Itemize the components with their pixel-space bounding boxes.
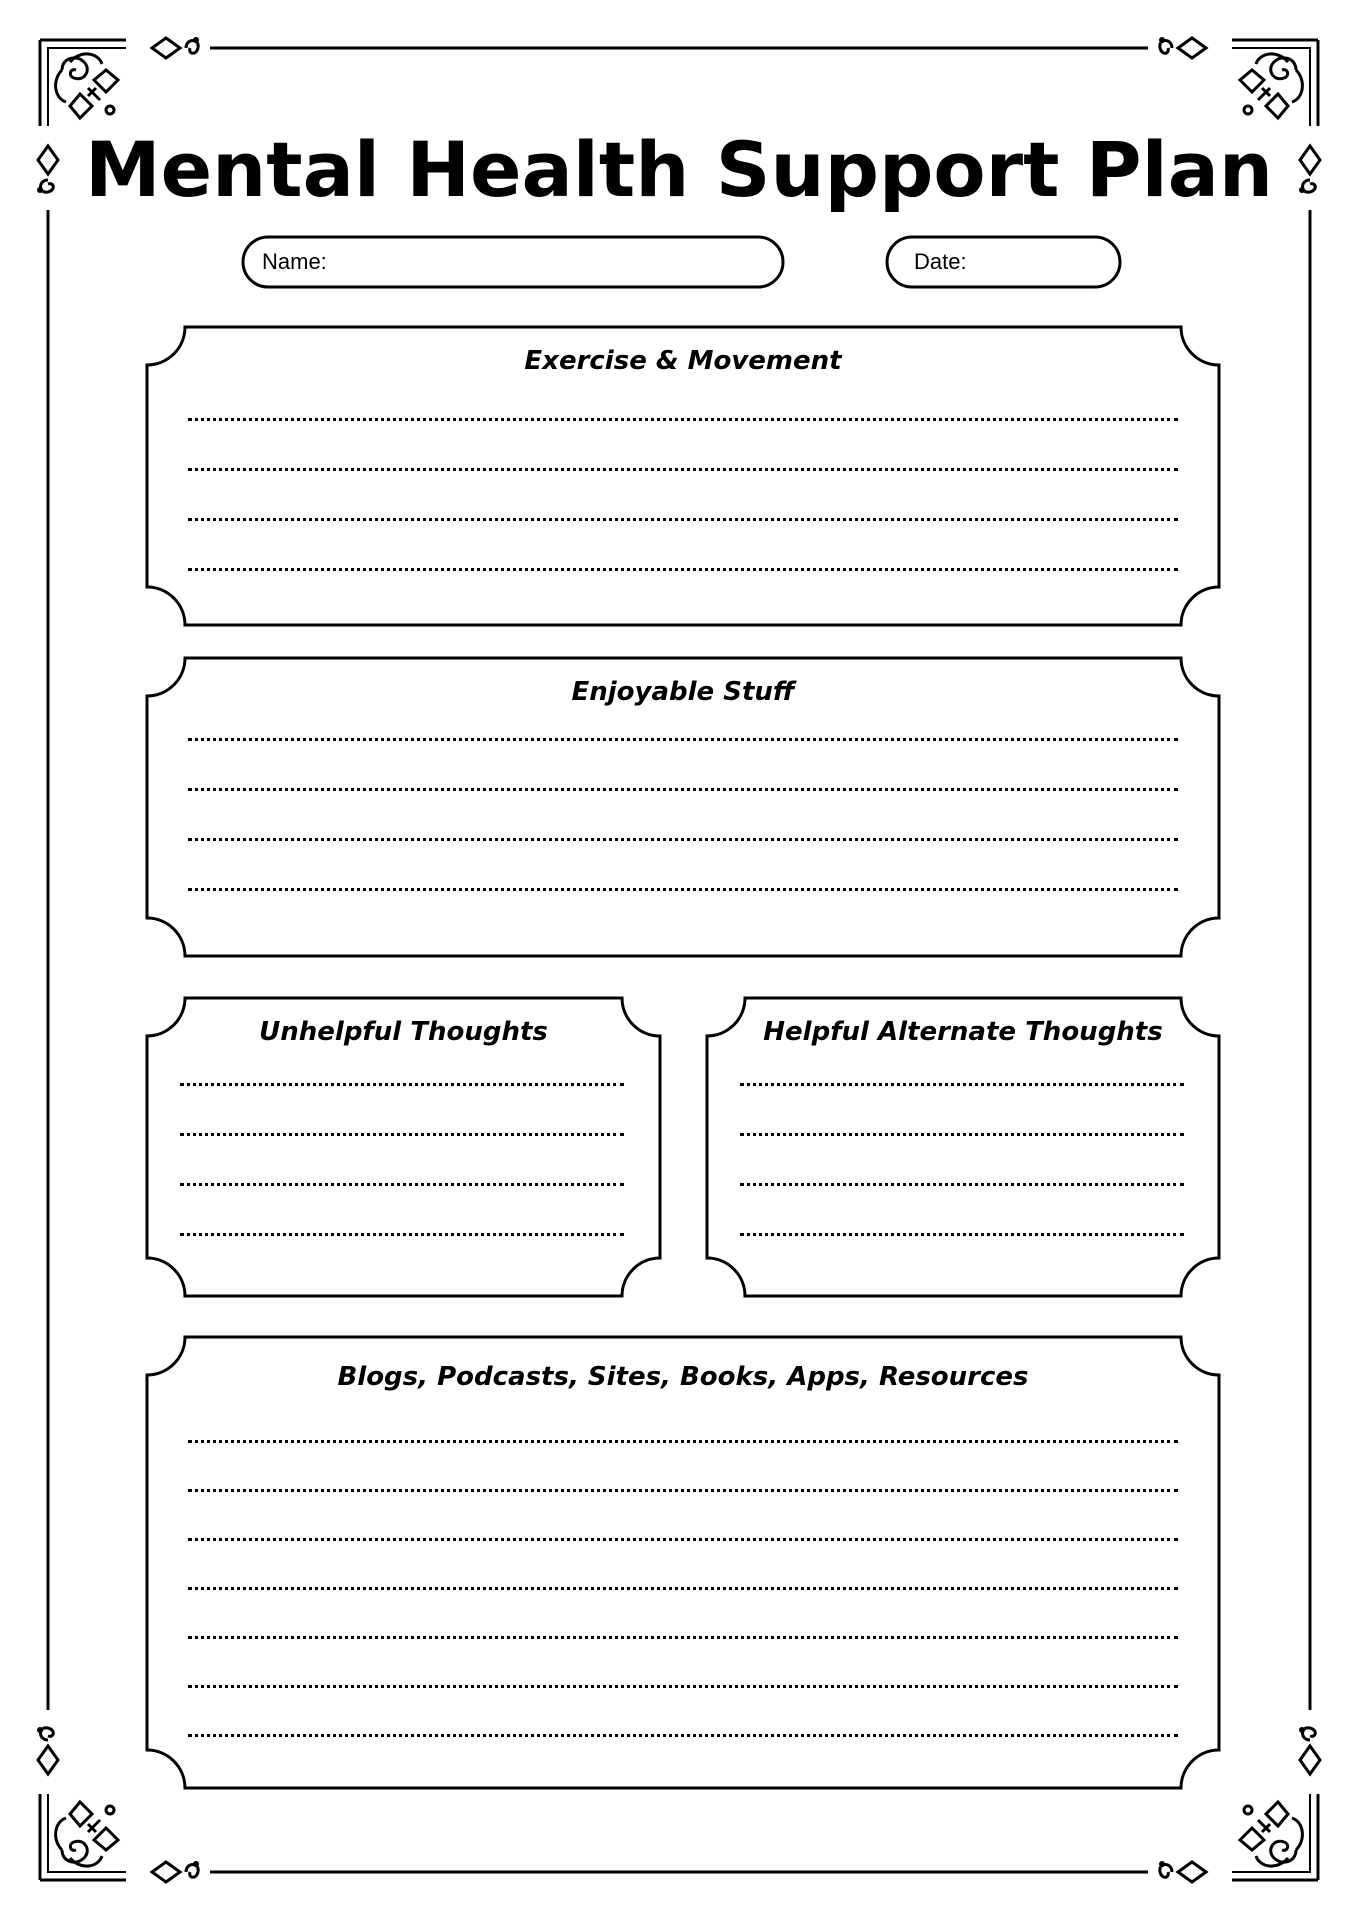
writing-line[interactable] — [180, 1233, 624, 1236]
writing-line[interactable] — [188, 1440, 1178, 1443]
writing-line[interactable] — [188, 1587, 1178, 1590]
exercise-title: Exercise & Movement — [524, 346, 842, 376]
writing-line[interactable] — [188, 788, 1178, 791]
flourish-bottom-left — [152, 1861, 199, 1882]
date-label: Date: — [914, 249, 967, 274]
page-title: Mental Health Support Plan — [84, 125, 1274, 214]
writing-line[interactable] — [740, 1233, 1184, 1236]
writing-line[interactable] — [180, 1083, 624, 1086]
writing-line[interactable] — [180, 1133, 624, 1136]
unhelpful-title: Unhelpful Thoughts — [259, 1017, 548, 1047]
writing-line[interactable] — [188, 1538, 1178, 1541]
resources-box — [147, 1337, 1219, 1788]
writing-line[interactable] — [188, 468, 1178, 471]
flourish-top-right — [1159, 37, 1206, 58]
writing-line[interactable] — [188, 1734, 1178, 1737]
flourish-right-bottom — [1299, 1727, 1320, 1774]
writing-line[interactable] — [188, 888, 1178, 891]
resources-title: Blogs, Podcasts, Sites, Books, Apps, Resources — [337, 1362, 1029, 1392]
writing-line[interactable] — [188, 738, 1178, 741]
writing-line[interactable] — [188, 1685, 1178, 1688]
name-label: Name: — [262, 249, 327, 274]
helpful-title: Helpful Alternate Thoughts — [763, 1017, 1163, 1047]
corner-ornament-bottom-left — [40, 1794, 126, 1880]
writing-line[interactable] — [740, 1083, 1184, 1086]
corner-ornament-bottom-right — [1232, 1794, 1318, 1880]
writing-line[interactable] — [180, 1183, 624, 1186]
writing-line[interactable] — [740, 1133, 1184, 1136]
writing-line[interactable] — [188, 1489, 1178, 1492]
enjoyable-title: Enjoyable Stuff — [571, 677, 795, 707]
flourish-bottom-right — [1159, 1861, 1206, 1882]
flourish-left-bottom — [37, 1727, 58, 1774]
writing-line[interactable] — [188, 568, 1178, 571]
writing-line[interactable] — [188, 418, 1178, 421]
writing-line[interactable] — [188, 838, 1178, 841]
corner-ornament-top-right — [1232, 40, 1318, 126]
writing-line[interactable] — [740, 1183, 1184, 1186]
flourish-top-left — [152, 37, 199, 58]
writing-line[interactable] — [188, 518, 1178, 521]
corner-ornament-top-left — [40, 40, 126, 126]
writing-line[interactable] — [188, 1636, 1178, 1639]
